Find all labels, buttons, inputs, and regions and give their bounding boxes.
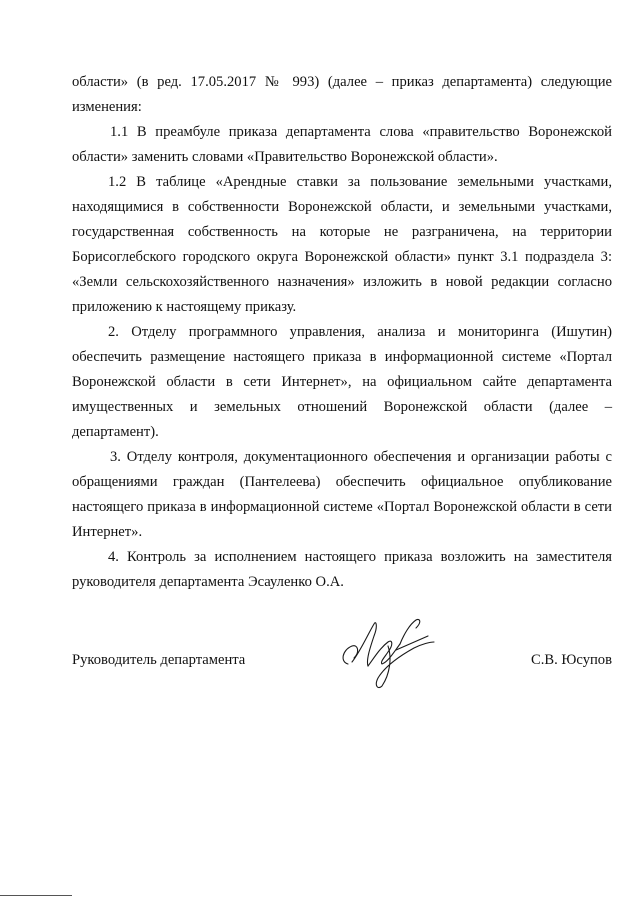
signatory-name: С.В. Юсупов [531, 652, 612, 668]
footer-divider [0, 895, 72, 896]
signature-block [72, 648, 612, 672]
document-body [72, 70, 612, 595]
paragraph-1-2: 1.2 В таблице «Арендные ставки за пользование земельными участками, находящимися в собственности Воронежской области, и земельными участками, государственная собственность на которые не разграничена, на территории Борисоглебского городского округа Воронежской области» пункт 3.1 подраздела 3: «Земли сельскохозяйственного назначения» изложить в новой редакции согласно приложению к настоящему приказу. [72, 174, 612, 315]
paragraph-4: 4. Контроль за исполнением настоящего приказа возложить на заместителя руководителя департамента Эсауленко О.А. [72, 549, 612, 590]
paragraph-2: 2. Отделу программного управления, анализа и мониторинга (Ишутин) обеспечить размещение настоящего приказа в информационной системе «Портал Воронежской области в сети Интернет», на официальном сайте департамента имущественных и земельных отношений Воронежской области (далее – департамент). [72, 324, 612, 440]
paragraph-continuation: области» (в ред. 17.05.2017 № 993) (далее – приказ департамента) следующие изменения: [72, 74, 612, 115]
signatory-title: Руководитель департамента [72, 652, 246, 668]
paragraph-1-1: 1.1 В преамбуле приказа департамента слова «правительство Воронежской области» заменить словами «Правительство Воронежской области». [72, 124, 612, 165]
paragraph-3: 3. Отделу контроля, документационного обеспечения и организации работы с обращениями граждан (Пантелеева) обеспечить официальное опубликование настоящего приказа в информационной системе «Портал Воронежской области в сети Интернет». [72, 449, 612, 540]
